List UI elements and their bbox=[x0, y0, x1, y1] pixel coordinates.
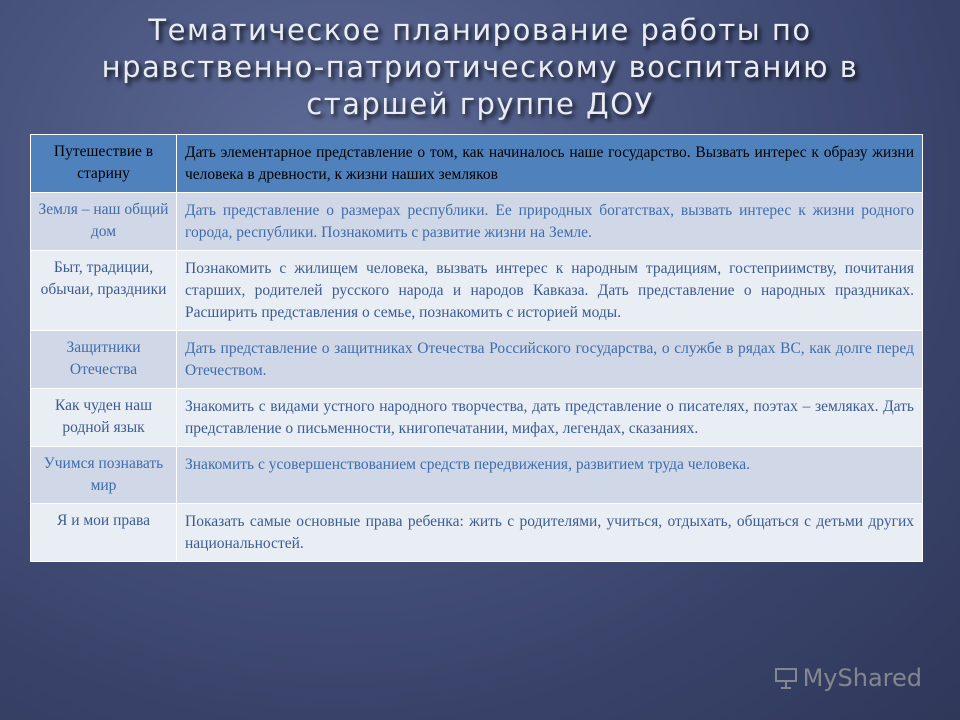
description-cell: Знакомить с видами устного народного творчества, дать представление о писателях, поэтах – земляках. Дать представление о письменности, книгопечатании, мифах, легендах, сказаниях. bbox=[177, 389, 923, 447]
table-row bbox=[31, 389, 923, 447]
topic-cell: Путешествие в старину bbox=[31, 135, 177, 193]
topic-cell: Защитники Отечества bbox=[31, 331, 177, 389]
table-row bbox=[31, 447, 923, 504]
topic-cell: Я и мои права bbox=[31, 504, 177, 562]
watermark-text: MyShared bbox=[802, 664, 922, 692]
table-row bbox=[31, 193, 923, 251]
description-cell: Познакомить с жилищем человека, вызвать интерес к народным традициям, гостеприимству, почитания старших, родителей русского народа и народов Кавказа. Дать представление о народных праздниках. Расширить представления о семье, познакомить с историей моды. bbox=[177, 251, 923, 331]
description-cell: Знакомить с усовершенствованием средств передвижения, развитием труда человека. bbox=[177, 447, 923, 504]
topic-cell: Учимся познавать мир bbox=[31, 447, 177, 504]
topic-cell: Земля – наш общий дом bbox=[31, 193, 177, 251]
description-cell: Дать элементарное представление о том, как начиналось наше государство. Вызвать интерес к образу жизни человека в древности, к жизни наших земляков bbox=[177, 135, 923, 193]
topic-cell: Как чуден наш родной язык bbox=[31, 389, 177, 447]
table-row bbox=[31, 331, 923, 389]
table-row bbox=[31, 504, 923, 562]
description-cell: Показать самые основные права ребенка: жить с родителями, учиться, отдыхать, общаться с детьми других национальностей. bbox=[177, 504, 923, 562]
topic-cell: Быт, традиции, обычаи, праздники bbox=[31, 251, 177, 331]
presentation-icon bbox=[773, 665, 799, 691]
description-cell: Дать представление о защитниках Отечества Российского государства, о службе в рядах ВС, как долге перед Отечеством. bbox=[177, 331, 923, 389]
planning-table bbox=[30, 134, 923, 562]
table-row bbox=[31, 135, 923, 193]
slide-title: Тематическое планирование работы по нравственно-патриотическому воспитанию в старшей группе ДОУ bbox=[101, 13, 859, 121]
watermark bbox=[773, 664, 922, 692]
table-row bbox=[31, 251, 923, 331]
description-cell: Дать представление о размерах республики. Ее природных богатствах, вызвать интерес к жизни родного города, республики. Познакомить с развитие жизни на Земле. bbox=[177, 193, 923, 251]
